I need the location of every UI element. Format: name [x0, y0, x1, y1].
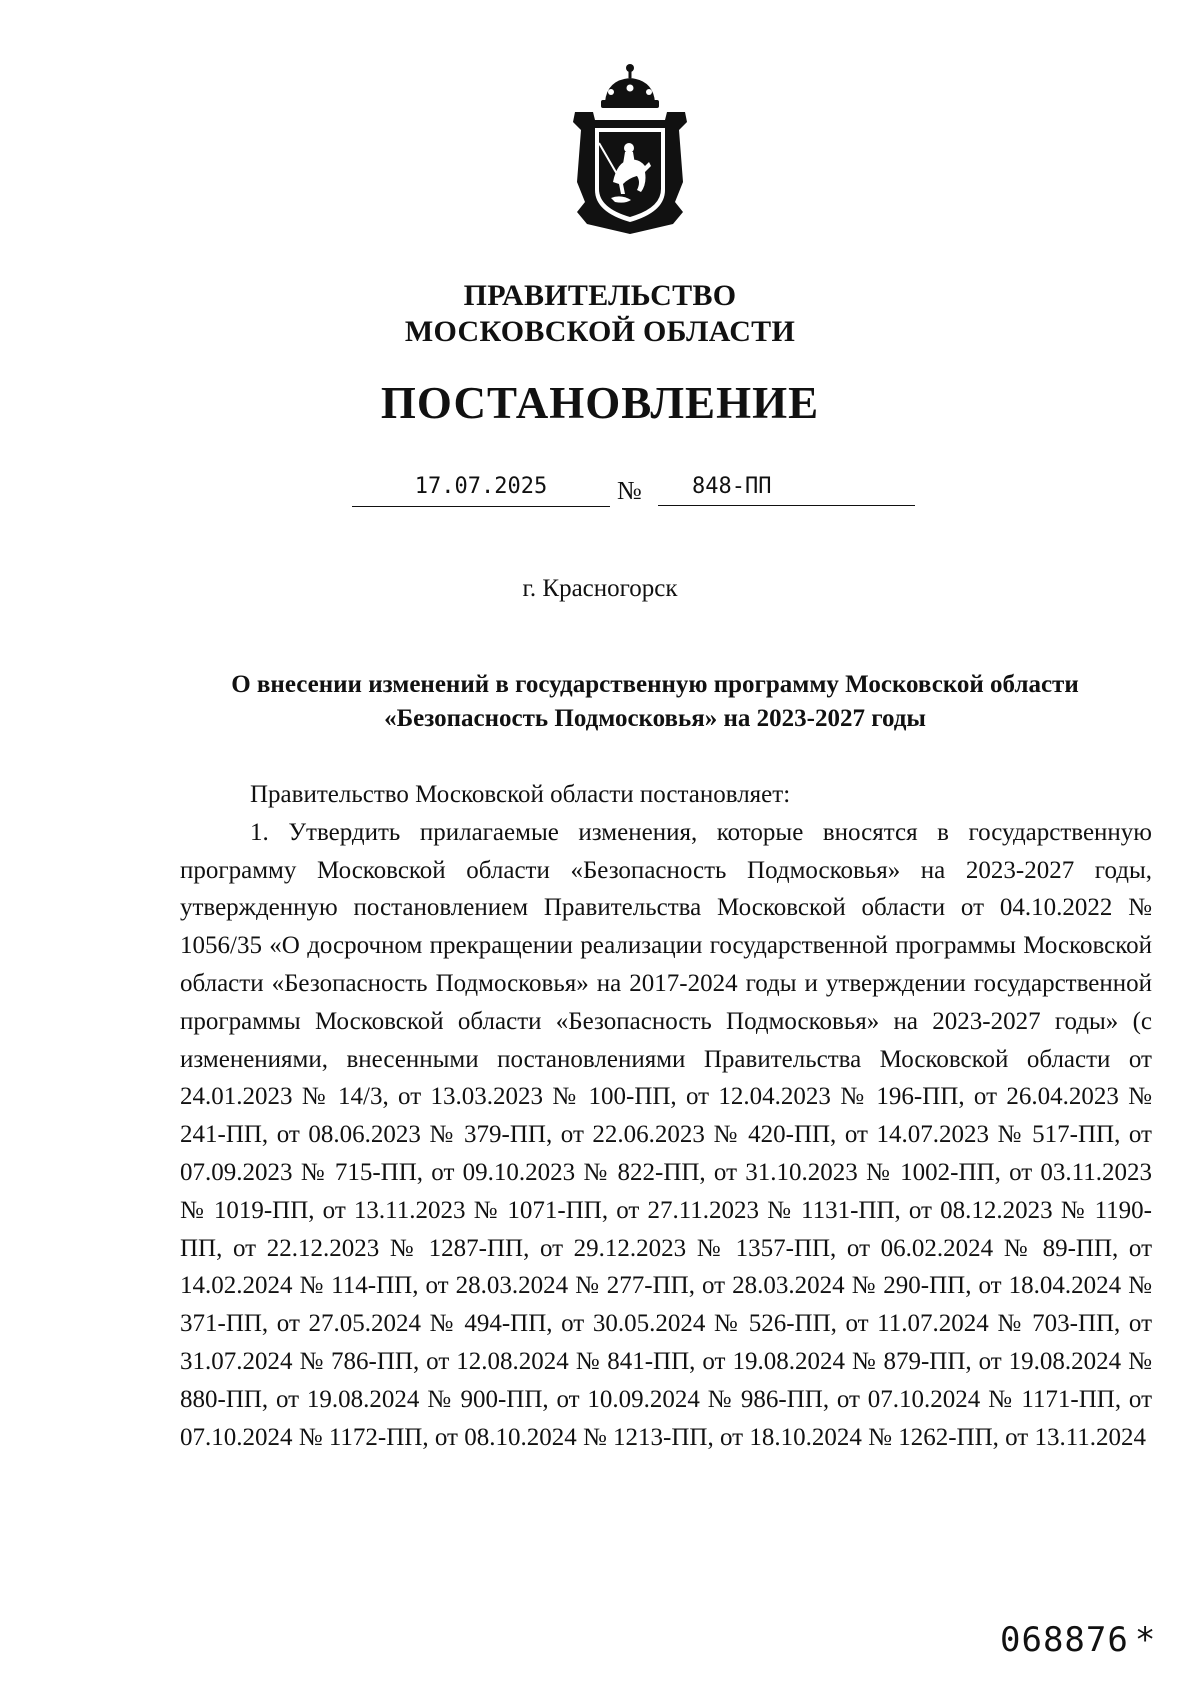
serial-number-text: 068876 — [1000, 1620, 1129, 1660]
document-type-title: ПОСТАНОВЛЕНИЕ — [380, 378, 820, 428]
asterisk-icon: * — [1134, 1620, 1157, 1660]
place-of-issue: г. Красногорск — [522, 575, 678, 602]
number-sign: № — [617, 476, 642, 505]
preamble-paragraph: Правительство Московской области постановляет: — [250, 781, 791, 808]
authority-name-line2: МОСКОВСКОЙ ОБЛАСТИ — [404, 315, 796, 348]
authority-name-line1: ПРАВИТЕЛЬСТВО — [463, 279, 737, 312]
document-body — [180, 776, 1152, 1456]
document-date: 17.07.2025 — [352, 472, 610, 507]
coat-of-arms-icon — [565, 62, 695, 237]
document-subject: О внесении изменений в государственную программу Московской области «Безопасность Подмосковья» на 2023-2027 годы — [231, 671, 1079, 732]
item-1-paragraph: 1. Утвердить прилагаемые изменения, которые вносятся в государственную программу Московской области «Безопасность Подмосковья» на 2023-2027 годы, утвержденную постановлением Правительства Московской области от 04.10.2022 № 1056/35 «О досрочном прекращении реализации государственной программы Московской области «Безопасность Подмосковья» на 2017-2024 годы и утверждении государственной программы Московской области «Безопасность Подмосковья» на 2023-2027 годы» (с изменениями, внесенными постановлениями Правительства Московской области от 24.01.2023 № 14/3, от 13.03.2023 № 100-ПП, от 12.04.2023 № 196-ПП, от 26.04.2023 № 241-ПП, от 08.06.2023 № 379-ПП, от 22.06.2023 № 420-ПП, от 14.07.2023 № 517-ПП, от 07.09.2023 № 715-ПП, от 09.10.2023 № 822-ПП, от 31.10.2023 № 1002-ПП, от 03.11.2023 № 1019-ПП, от 13.11.2023 № 1071-ПП, от 27.11.2023 № 1131-ПП, от 08.12.2023 № 1190-ПП, от 22.12.2023 № 1287-ПП, от 29.12.2023 № 1357-ПП, от 06.02.2024 № 89-ПП, от 14.02.2024 № 114-ПП, от 28.03.2024 № 277-ПП, от 28.03.2024 № 290-ПП, от 18.04.2024 № 371-ПП, от 27.05.2024 № 494-ПП, от 30.05.2024 № 526-ПП, от 11.07.2024 № 703-ПП, от 31.07.2024 № 786-ПП, от 12.08.2024 № 841-ПП, от 19.08.2024 № 879-ПП, от 19.08.2024 № 880-ПП, от 19.08.2024 № 900-ПП, от 10.09.2024 № 986-ПП, от 07.10.2024 № 1171-ПП, от 07.10.2024 № 1172-ПП, от 08.10.2024 № 1213-ПП, от 18.10.2024 № 1262-ПП, от 13.11.2024 — [180, 818, 1152, 1451]
document-number: 848-ПП — [658, 472, 915, 506]
form-serial-number — [1000, 1620, 1156, 1660]
